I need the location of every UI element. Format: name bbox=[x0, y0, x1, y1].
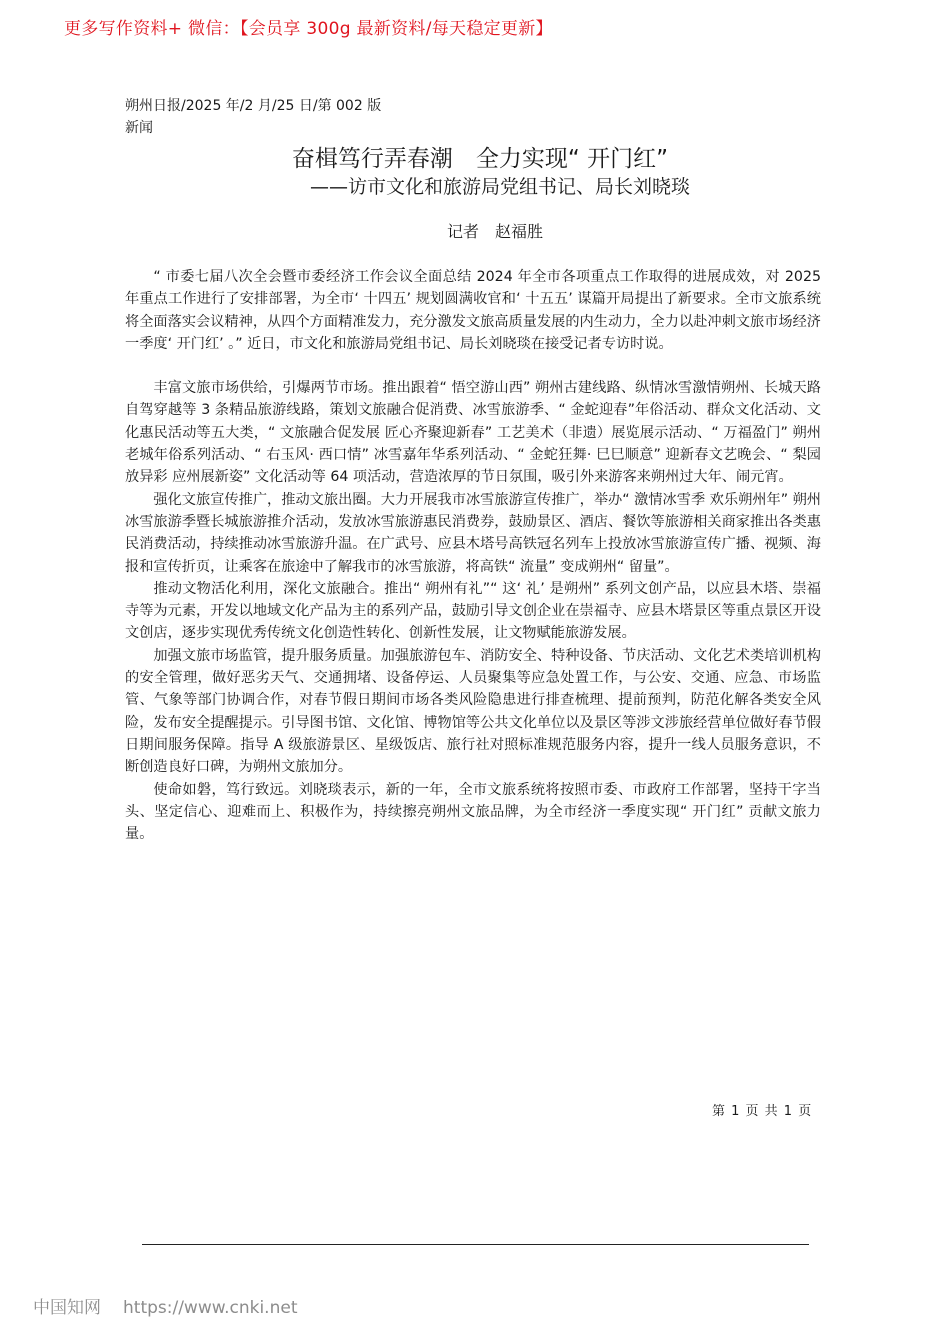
article-title: 奋楫笃行弄春潮 全力实现“ 开门红” bbox=[291, 146, 669, 172]
paragraph-promotion: 强化文旅宣传推广，推动文旅出圈。大力开展我市冰雪旅游宣传推广，举办“ 激情冰雪季 欢乐朔州年” 朔州冰雪旅游季暨长城旅游推介活动，发放冰雪旅游惠民消费券，鼓励景区、酒店、餐饮等旅游相关商家推出各类惠民消费活动，持续推动冰雪旅游升温。在广武号、应县木塔号高铁冠名列车上投放冰雪旅游宣传广播、视频、海报和宣传折页，让乘客在旅途中了解我市的冰雪旅游，将高铁“ 流量” 变成朔州“ 留量”。 bbox=[125, 491, 821, 575]
source-line: 朔州日报/2025 年/2 月/25 日/第 002 版新闻 bbox=[125, 98, 382, 136]
page-indicator: 第 1 页 共 1 页 bbox=[712, 1104, 813, 1119]
article-subtitle: ——访市文化和旅游局党组书记、局长刘晓琰 bbox=[309, 176, 690, 198]
paragraph-conclusion: 使命如磐，笃行致远。刘晓琰表示，新的一年，全市文旅系统将按照市委、市政府工作部署，坚持干字当头、坚定信心、迎难而上、积极作为，持续擦亮朔州文旅品牌，为全市经济一季度实现“ 开门红” 贡献文旅力量。 bbox=[125, 781, 821, 843]
paragraph-intro: “ 市委七届八次全会暨市委经济工作会议全面总结 2024 年全市各项重点工作取得的进展成效，对 2025 年重点工作进行了安排部署，为全市‘ 十四五’ 规划圆满收官和‘ 十五五’ 谋篇开局提出了新要求。全市文旅系统将全面落实会议精神，从四个方面精准发力，充分激发文旅高质量发展的内生动力，全力以赴冲刺文旅市场经济一季度‘ 开门红’ 。” 近日，市文化和旅游局党组书记、局长刘晓琰在接受记者专访时说。 bbox=[125, 269, 821, 352]
footer-divider bbox=[142, 1244, 809, 1245]
paragraph-market-supervision: 加强文旅市场监管，提升服务质量。加强旅游包车、消防安全、特种设备、节庆活动、文化艺术类培训机构的安全管理，做好恶劣天气、交通拥堵、设备停运、人员聚集等应急处置工作，与公安、交通、应急、市场监管、气象等部门协调合作，对春节假日期间市场各类风险隐患进行排查梳理、提前预判，防范化解各类安全风险，发布安全提醒提示。引导图书馆、文化馆、博物馆等公共文化单位以及景区等涉文涉旅经营单位做好春节假日期间服务保障。指导 A 级旅游景区、星级饭店、旅行社对照标准规范服务内容，提升一线人员服务意识，不断创造良好口碑，为朔州文旅加分。 bbox=[125, 647, 821, 776]
article-author: 记者 赵福胜 bbox=[446, 222, 543, 241]
paragraph-market-supply: 丰富文旅市场供给，引爆两节市场。推出跟着“ 悟空游山西” 朔州古建线路、纵情冰雪激情朔州、长城天路自驾穿越等 3 条精品旅游线路，策划文旅融合促消费、冰雪旅游季、“ 金蛇迎春”年俗活动、群众文化活动、文化惠民活动等五大类，“ 文旅融合促发展 匠心齐聚迎新春” 工艺美术（非遗）展览展示活动、“ 万福盈门” 朔州老城年俗系列活动、“ 右玉风· 西口情” 冰雪嘉年华系列活动、“ 金蛇狂舞· 巳巳顺意” 迎新春文艺晚会、“ 梨园放异彩 应州展新姿” 文化活动等 64 项活动，营造浓厚的节日氛围，吸引外来游客来朔州过大年、闹元宵。 bbox=[125, 380, 821, 486]
paragraph-cultural-relics: 推动文物活化利用，深化文旅融合。推出“ 朔州有礼”“ 这‘ 礼’ 是朔州” 系列文创产品，以应县木塔、崇福寺等为元素，开发以地域文化产品为主的系列产品，鼓励引导文创企业在崇福寺、应县木塔景区等重点景区开设文创店，逐步实现优秀传统文化创造性转化、创新性发展，让文物赋能旅游发展。 bbox=[125, 580, 821, 642]
promo-banner: 更多写作资料+ 微信：【会员享 300g 最新资料/每天稳定更新】 bbox=[64, 19, 553, 39]
watermark-site-name: 中国知网 bbox=[33, 1298, 101, 1318]
article-body bbox=[125, 266, 821, 845]
cnki-watermark bbox=[33, 1293, 297, 1318]
watermark-url: https://www.cnki.net bbox=[123, 1298, 298, 1318]
